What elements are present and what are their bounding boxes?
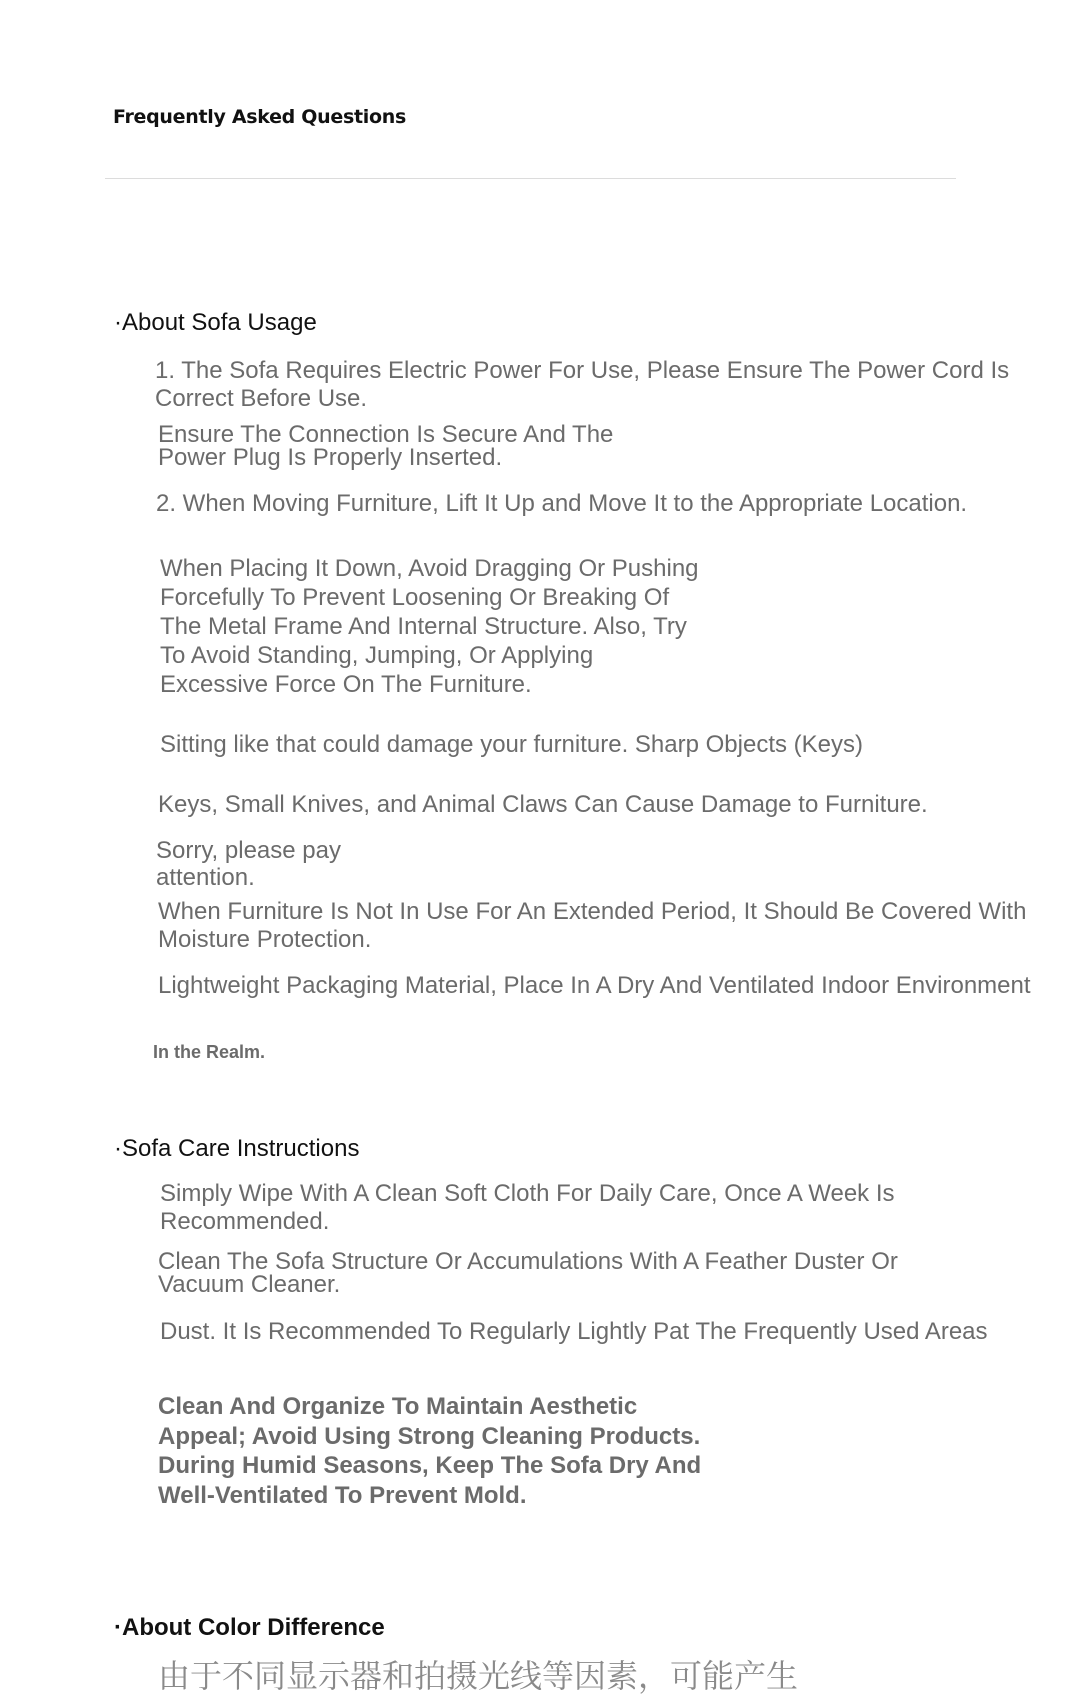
usage-paragraph-realm: In the Realm. — [153, 1042, 266, 1062]
text-line: Ensure The Connection Is Secure And The — [158, 421, 614, 448]
care-paragraph-wipe — [160, 1182, 895, 1233]
usage-paragraph-attention — [156, 839, 341, 889]
usage-paragraph-extended-period — [158, 900, 1026, 951]
text-line: Power Plug Is Properly Inserted. — [158, 444, 503, 471]
text-line: When Placing It Down, Avoid Dragging Or Pushing — [160, 555, 699, 582]
text-line: Clean And Organize To Maintain Aesthetic — [158, 1393, 638, 1420]
care-paragraph-duster — [158, 1250, 898, 1296]
text-line: Sorry, please pay — [156, 837, 341, 864]
usage-paragraph-sharp-objects: Keys, Small Knives, and Animal Claws Can Cause Damage to Furniture. — [158, 791, 928, 818]
text-line: 1. The Sofa Requires Electric Power For Use, Please Ensure The Power Cord Is — [155, 357, 1010, 384]
section-heading-sofa-care: ·Sofa Care Instructions — [114, 1135, 360, 1162]
section-heading-sofa-usage: ·About Sofa Usage — [114, 309, 317, 336]
section-heading-color-difference: ·About Color Difference — [114, 1614, 385, 1641]
color-paragraph-display: 由于不同显示器和拍摄光线等因素，可能产生 — [158, 1657, 799, 1695]
text-line: Clean The Sofa Structure Or Accumulations With A Feather Duster Or — [158, 1248, 898, 1275]
text-line: To Avoid Standing, Jumping, Or Applying — [160, 642, 594, 669]
text-line: attention. — [156, 864, 255, 891]
text-line: The Metal Frame And Internal Structure. Also, Try — [160, 613, 687, 640]
text-line: Excessive Force On The Furniture. — [160, 671, 532, 698]
usage-paragraph-packaging: Lightweight Packaging Material, Place In A Dry And Ventilated Indoor Environment — [158, 972, 1031, 999]
usage-paragraph-power — [155, 359, 1009, 410]
text-line: Moisture Protection. — [158, 926, 372, 953]
page-title: Frequently Asked Questions — [113, 106, 406, 128]
care-paragraph-organize — [158, 1392, 701, 1510]
header-divider — [105, 178, 956, 179]
care-paragraph-dust: Dust. It Is Recommended To Regularly Lightly Pat The Frequently Used Areas — [160, 1318, 988, 1345]
text-line: When Furniture Is Not In Use For An Extended Period, It Should Be Covered With — [158, 898, 1027, 925]
usage-paragraph-connection — [158, 423, 613, 469]
usage-paragraph-placing — [160, 554, 699, 699]
text-line: Simply Wipe With A Clean Soft Cloth For Daily Care, Once A Week Is — [160, 1180, 895, 1207]
text-line: Appeal; Avoid Using Strong Cleaning Products. — [158, 1422, 701, 1450]
text-line: During Humid Seasons, Keep The Sofa Dry And — [158, 1452, 702, 1479]
text-line: Well-Ventilated To Prevent Mold. — [158, 1481, 527, 1509]
text-line: Correct Before Use. — [155, 385, 368, 412]
usage-paragraph-moving: 2. When Moving Furniture, Lift It Up and Move It to the Appropriate Location. — [156, 490, 968, 517]
text-line: Recommended. — [160, 1208, 330, 1235]
usage-paragraph-sitting: Sitting like that could damage your furniture. Sharp Objects (Keys) — [160, 731, 864, 758]
text-line: Vacuum Cleaner. — [158, 1271, 341, 1298]
text-line: Forcefully To Prevent Loosening Or Breaking Of — [160, 584, 670, 611]
